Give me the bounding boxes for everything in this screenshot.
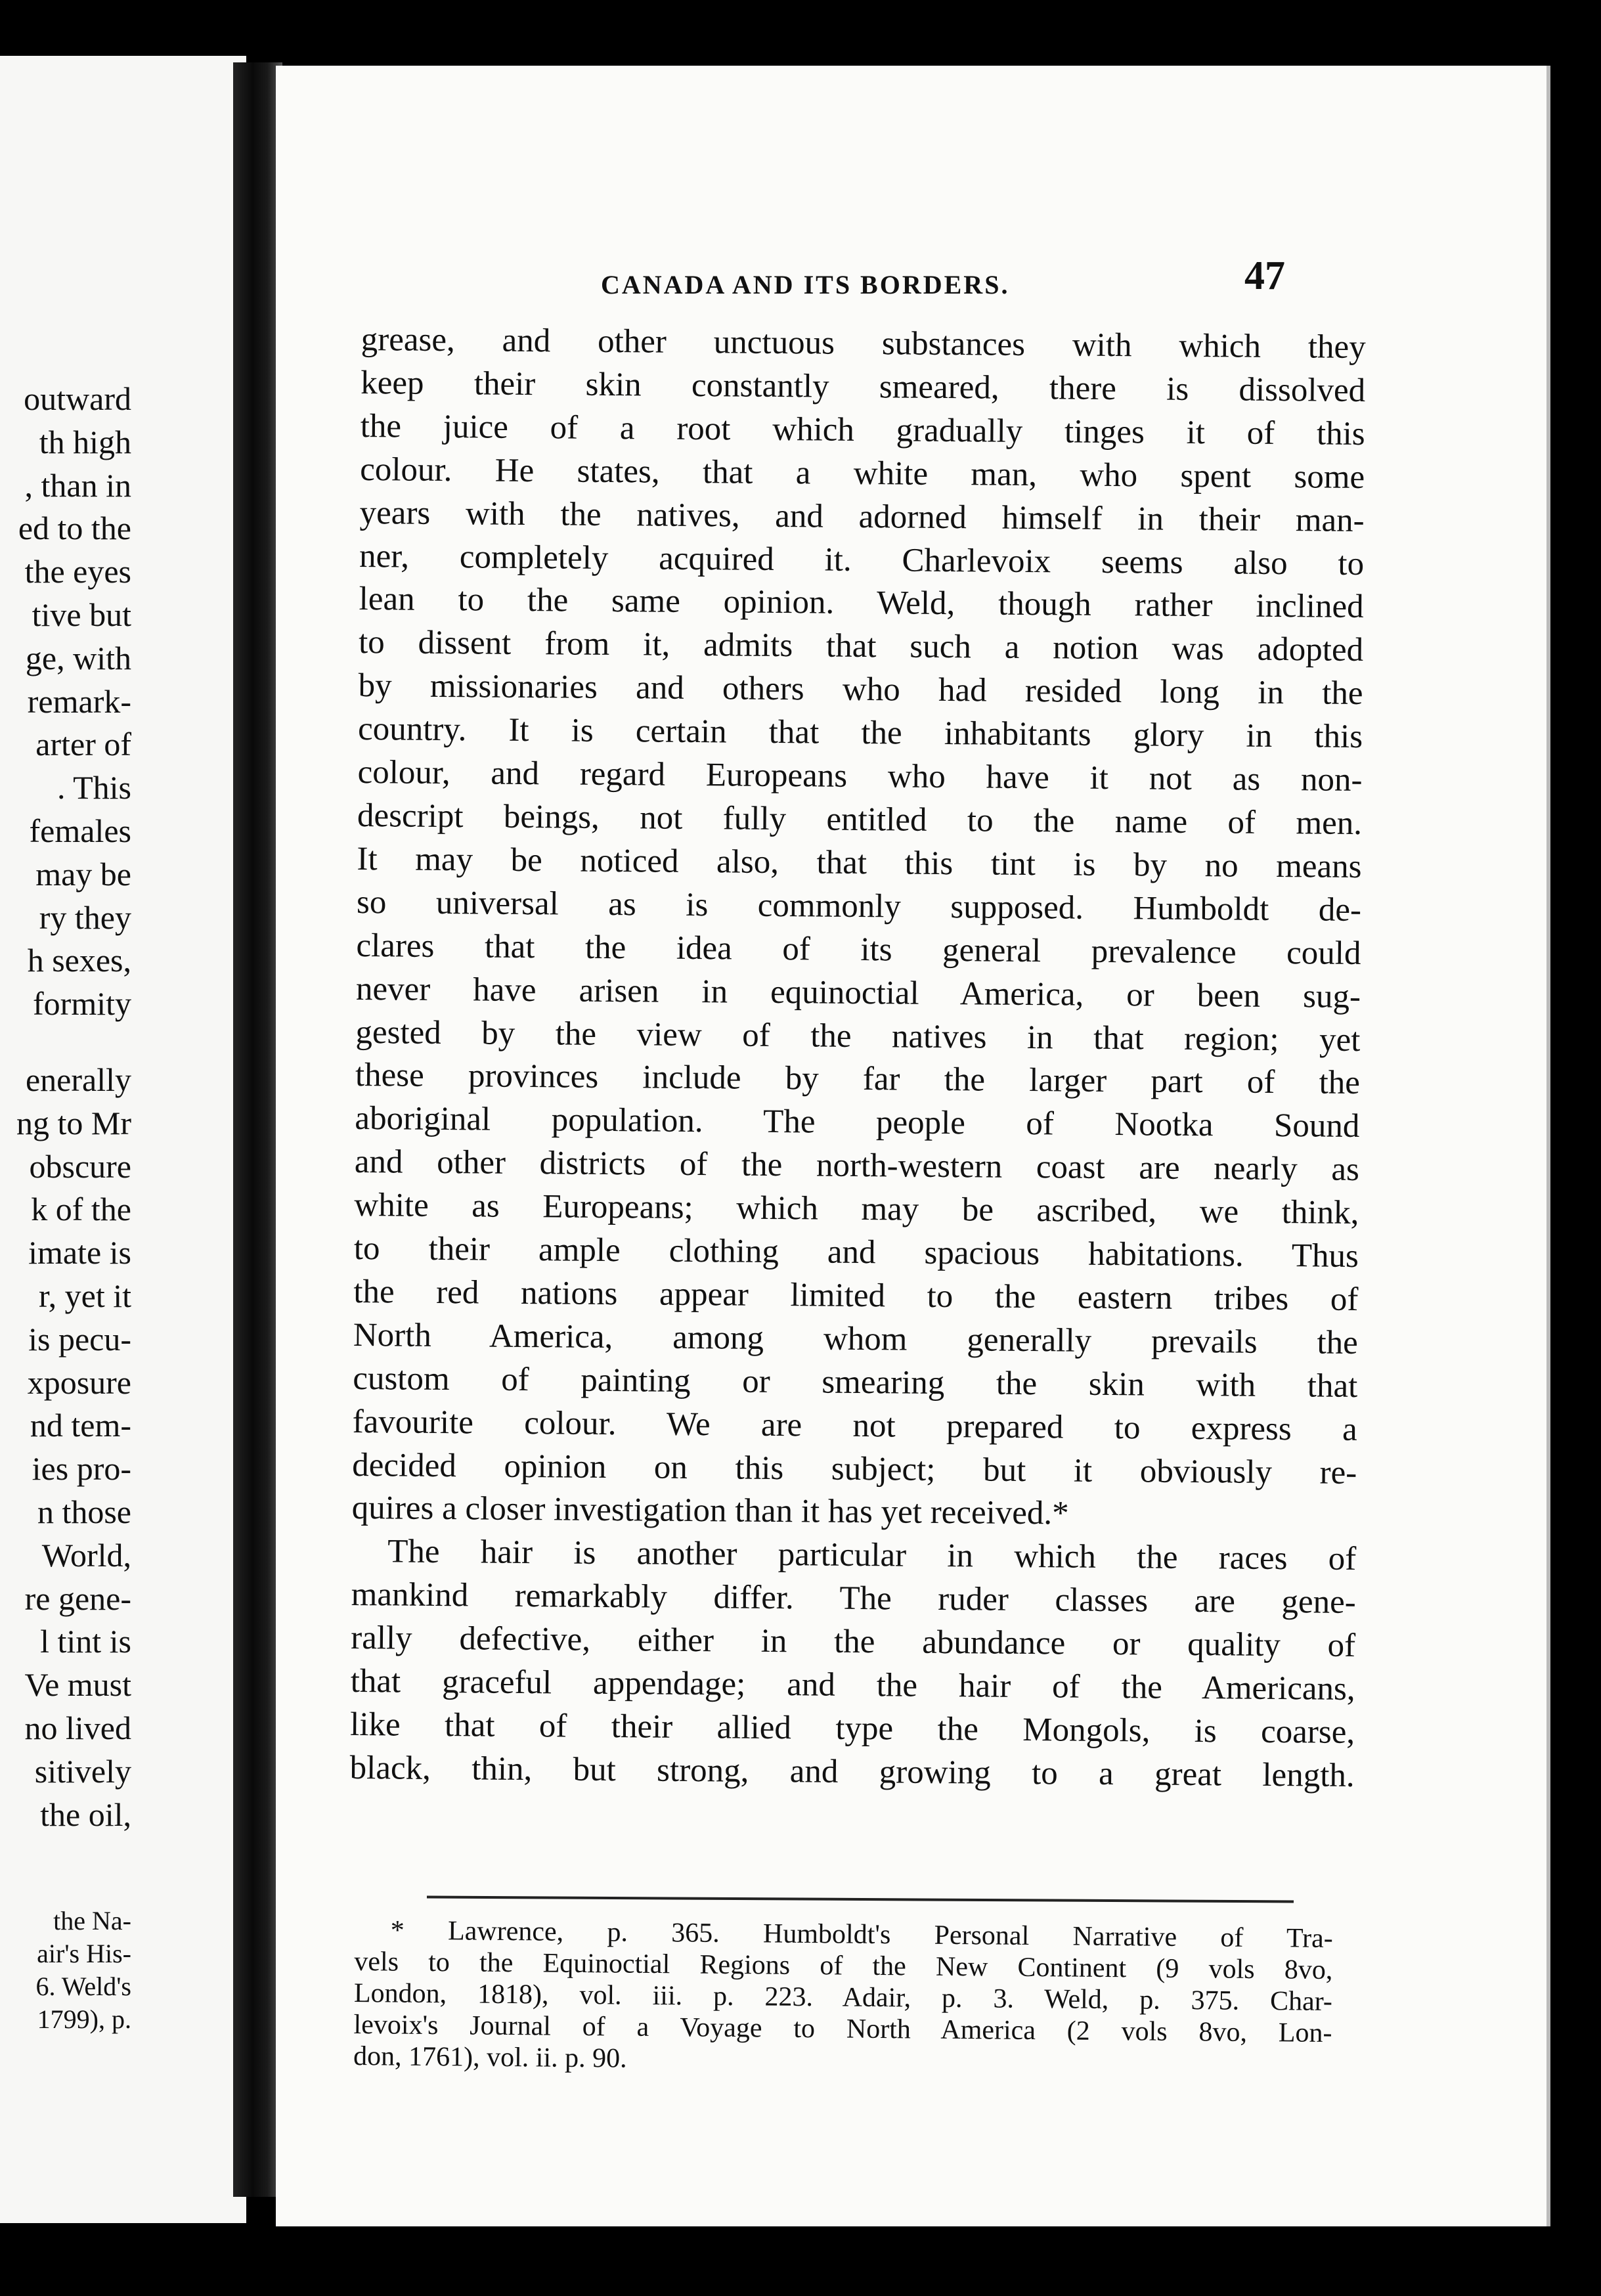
- text-line: the juice of a root which gradually tinges it of this: [360, 407, 1365, 453]
- page-edge: [1546, 66, 1550, 2226]
- footnote-line: vels to the Equinoctial Regions of the New Continent (9 vols 8vo,: [354, 1946, 1333, 1985]
- text-line: the red nations appear limited to the eastern tribes of: [353, 1273, 1359, 1318]
- right-page: [276, 66, 1548, 2226]
- left-line: ies pro-: [32, 1450, 131, 1488]
- left-line: . This: [57, 769, 131, 806]
- text-line: by missionaries and others who had resided long in the: [358, 667, 1363, 713]
- running-head: [276, 253, 1548, 319]
- book-gutter: [233, 62, 282, 2197]
- footnote-line: levoix's Journal of a Voyage to North America (2 vols 8vo, Lon-: [353, 2009, 1332, 2048]
- running-title: CANADA AND ITS BORDERS.: [601, 270, 1010, 299]
- left-facing-page: [0, 56, 246, 2223]
- left-line: n those: [37, 1493, 131, 1530]
- text-line: years with the natives, and adorned himself in their man-: [359, 494, 1365, 539]
- left-line: th high: [39, 423, 131, 460]
- left-line: the eyes: [24, 553, 131, 590]
- left-footnote-line: 6. Weld's: [35, 1972, 131, 2001]
- left-page-text: [0, 378, 131, 1836]
- text-line: colour, and regard Europeans who have it not as non-: [357, 754, 1363, 799]
- text-line: clares that the idea of its general prevalence could: [356, 927, 1361, 972]
- text-line: favourite colour. We are not prepared to express a: [352, 1403, 1357, 1448]
- left-footnote-line: air's His-: [37, 1939, 131, 1968]
- left-line: l tint is: [40, 1623, 131, 1660]
- left-line: xposure: [27, 1363, 131, 1401]
- left-line: tive but: [32, 596, 131, 633]
- left-line: females: [29, 812, 131, 849]
- left-line: no lived: [24, 1709, 131, 1746]
- text-line: black, thin, but strong, and growing to a great length.: [349, 1749, 1355, 1794]
- left-line: imate is: [28, 1234, 131, 1271]
- left-line: , than in: [24, 466, 131, 504]
- left-line: Ve must: [24, 1666, 131, 1704]
- left-line: ed to the: [18, 510, 131, 547]
- left-line: ng to Mr: [16, 1104, 131, 1141]
- left-page-footnote: [0, 1905, 131, 2036]
- left-line: arter of: [35, 726, 131, 763]
- left-line: r, yet it: [38, 1277, 131, 1314]
- text-line: country. It is certain that the inhabitants glory in this: [357, 711, 1363, 756]
- left-line: obscure: [29, 1147, 131, 1185]
- footnote-line: don, 1761), vol. ii. p. 90.: [353, 2041, 627, 2074]
- paragraph: [349, 1530, 1356, 1798]
- left-line: ry they: [39, 898, 131, 936]
- left-line: enerally: [25, 1061, 131, 1098]
- left-line: h sexes,: [27, 942, 131, 979]
- left-footnote-line: the Na-: [53, 1906, 131, 1935]
- footnote: [353, 1914, 1333, 2081]
- left-footnote-line: 1799), p.: [37, 2004, 131, 2034]
- left-line: may be: [35, 855, 131, 893]
- text-line: descript beings, not fully entitled to the name of men.: [357, 797, 1363, 842]
- left-line: the oil,: [40, 1796, 131, 1833]
- text-line: custom of painting or smearing the skin with that: [353, 1359, 1358, 1405]
- left-line: formity: [33, 985, 131, 1023]
- text-line: The hair is another particular in which the races of: [387, 1533, 1357, 1578]
- left-line: re gene-: [24, 1579, 131, 1617]
- paragraph: [352, 319, 1366, 1538]
- text-line: colour. He states, that a white man, who spent some: [359, 451, 1365, 496]
- text-line: It may be noticed also, that this tint is by no means: [357, 840, 1362, 885]
- page-number: 47: [1244, 254, 1285, 298]
- text-line: North America, among whom generally prevails the: [353, 1316, 1359, 1361]
- text-line: grease, and other unctuous substances with which they: [361, 320, 1366, 366]
- text-line: never have arisen in equinoctial America, or been sug-: [355, 970, 1361, 1015]
- text-line: ner, completely acquired it. Charlevoix seems also to: [359, 537, 1365, 583]
- text-line: like that of their allied type the Mongols, is coarse,: [349, 1706, 1355, 1751]
- footnote-line: * Lawrence, p. 365. Humboldt's Personal Narrative of Tra-: [390, 1915, 1333, 1954]
- left-line: nd tem-: [30, 1407, 131, 1444]
- text-line: decided opinion on this subject; but it obviously re-: [352, 1446, 1357, 1491]
- text-line: gested by the view of the natives in that region; yet: [355, 1013, 1361, 1059]
- text-line: that graceful appendage; and the hair of the Americans,: [350, 1663, 1355, 1708]
- text-line: to their ample clothing and spacious habitations. Thus: [353, 1229, 1359, 1275]
- text-line: aboriginal population. The people of Nootka Sound: [355, 1100, 1360, 1145]
- text-line: so universal as is commonly supposed. Humboldt de-: [356, 883, 1362, 929]
- text-line: white as Europeans; which may be ascribed, we think,: [354, 1187, 1359, 1232]
- left-line: remark-: [27, 682, 131, 720]
- text-line: mankind remarkably differ. The ruder classes are gene-: [351, 1576, 1356, 1622]
- text-line: rally defective, either in the abundance or quality of: [351, 1620, 1356, 1665]
- left-line: World,: [41, 1536, 131, 1574]
- left-line: sitively: [34, 1752, 131, 1790]
- body-text: [349, 319, 1366, 1798]
- text-line: keep their skin constantly smeared, there is dissolved: [361, 364, 1366, 409]
- left-line: ge, with: [25, 639, 131, 676]
- left-line: is pecu-: [28, 1320, 131, 1358]
- text-line: to dissent from it, admits that such a notion was adopted: [358, 624, 1364, 669]
- footnote-line: London, 1818), vol. iii. p. 223. Adair, p. 3. Weld, p. 375. Char-: [353, 1977, 1333, 2017]
- text-line: and other districts of the north-western coast are nearly as: [354, 1143, 1360, 1189]
- paragraph-gap: [0, 1026, 131, 1059]
- text-line: these provinces include by far the larger part of the: [355, 1057, 1361, 1102]
- footnote-rule: [427, 1896, 1294, 1903]
- text-line: lean to the same opinion. Weld, though rather inclined: [359, 581, 1364, 626]
- left-line: outward: [24, 380, 131, 417]
- text-line: quires a closer investigation than it has yet received.*: [351, 1490, 1069, 1532]
- left-line: k of the: [31, 1191, 131, 1228]
